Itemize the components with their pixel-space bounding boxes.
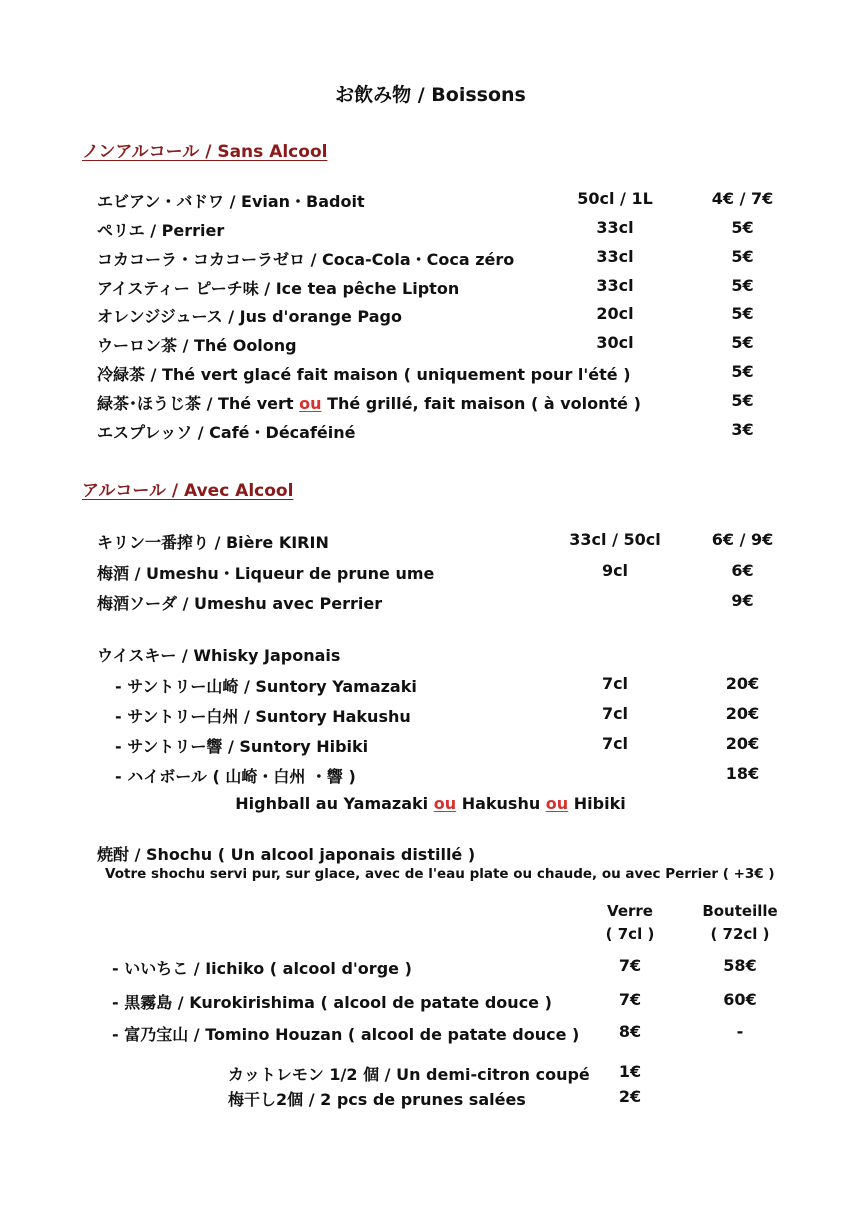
item-name: アイスティー ピーチ味 / Ice tea pêche Lipton bbox=[97, 279, 460, 298]
item-name: 冷緑茶 / Thé vert glacé fait maison ( uniquement pour l'été ) bbox=[97, 365, 631, 384]
item-price: 5€ bbox=[731, 247, 754, 266]
item-name: キリン一番搾り / Bière KIRIN bbox=[97, 533, 329, 552]
item-name: オレンジジュース / Jus d'orange Pago bbox=[97, 307, 402, 326]
item-price: 5€ bbox=[731, 391, 754, 410]
or-word: ou bbox=[545, 794, 569, 813]
col-header-verre-volume: ( 7cl ) bbox=[605, 925, 655, 943]
whisky-heading: ウイスキー / Whisky Japonais bbox=[97, 646, 341, 665]
item-price: 5€ bbox=[731, 362, 754, 381]
item-name: コカコーラ・コカコーラゼロ / Coca-Cola・Coca zéro bbox=[97, 250, 515, 269]
extra-price: 2€ bbox=[618, 1087, 642, 1106]
or-word: ou bbox=[433, 794, 457, 813]
item-volume: 50cl / 1L bbox=[577, 189, 653, 208]
item-volume: 7cl bbox=[601, 734, 629, 753]
item-name: エビアン・バドワ / Evian・Badoit bbox=[97, 192, 365, 211]
or-word: ou bbox=[299, 394, 322, 413]
page-title: お飲み物 / Boissons bbox=[335, 84, 526, 106]
item-price: 5€ bbox=[731, 218, 754, 237]
item-name bbox=[97, 391, 641, 414]
item-name: 梅酒 / Umeshu・Liqueur de prune ume bbox=[97, 564, 435, 583]
item-volume: 33cl / 50cl bbox=[569, 530, 661, 549]
item-name: - いいちこ / Iichiko ( alcool d'orge ) bbox=[112, 959, 412, 978]
item-price: 20€ bbox=[725, 674, 760, 693]
item-price: 6€ bbox=[731, 561, 754, 580]
item-volume: 33cl bbox=[596, 276, 634, 295]
col-header-verre: Verre bbox=[607, 902, 653, 920]
col-header-bouteille: Bouteille bbox=[702, 902, 778, 920]
item-volume: 20cl bbox=[596, 304, 634, 323]
item-volume: 33cl bbox=[596, 247, 634, 266]
extra-name: 梅干し2個 / 2 pcs de prunes salées bbox=[228, 1090, 526, 1109]
highball-note bbox=[0, 794, 861, 813]
item-name: - サントリー響 / Suntory Hibiki bbox=[115, 737, 369, 756]
item-price: 3€ bbox=[731, 420, 754, 439]
item-price: 20€ bbox=[725, 704, 760, 723]
item-name: - サントリー白州 / Suntory Hakushu bbox=[115, 707, 411, 726]
shochu-heading: 焼酎 / Shochu ( Un alcool japonais distillé ) bbox=[97, 845, 476, 864]
item-name: エスプレッソ / Café・Décaféiné bbox=[97, 423, 356, 442]
item-volume: 33cl bbox=[596, 218, 634, 237]
item-price: 4€ / 7€ bbox=[711, 189, 774, 208]
item-price-bouteille: 60€ bbox=[723, 990, 757, 1009]
item-price-verre: 8€ bbox=[618, 1022, 642, 1041]
item-name: - 富乃宝山 / Tomino Houzan ( alcool de patate douce ) bbox=[112, 1025, 580, 1044]
col-header-bouteille-volume: ( 72cl ) bbox=[710, 925, 770, 943]
item-name: - 黒霧島 / Kurokirishima ( alcool de patate douce ) bbox=[112, 993, 552, 1012]
item-volume: 9cl bbox=[601, 561, 629, 580]
item-price: 5€ bbox=[731, 333, 754, 352]
item-name: 梅酒ソーダ / Umeshu avec Perrier bbox=[97, 594, 383, 613]
item-price: 6€ / 9€ bbox=[711, 530, 774, 549]
item-volume: 7cl bbox=[601, 674, 629, 693]
item-price: 5€ bbox=[731, 276, 754, 295]
item-price: 20€ bbox=[725, 734, 760, 753]
highball-text: Hibiki bbox=[568, 794, 626, 813]
extra-name: カットレモン 1/2 個 / Un demi-citron coupé bbox=[228, 1065, 590, 1084]
shochu-note: Votre shochu servi pur, sur glace, avec de l'eau plate ou chaude, ou avec Perrier ( +3€ ) bbox=[105, 866, 775, 882]
item-name: - サントリー山崎 / Suntory Yamazaki bbox=[115, 677, 417, 696]
item-name: ウーロン茶 / Thé Oolong bbox=[97, 336, 297, 355]
item-price: 9€ bbox=[731, 591, 754, 610]
item-price-verre: 7€ bbox=[618, 956, 642, 975]
item-price: 18€ bbox=[725, 764, 760, 783]
item-volume: 7cl bbox=[601, 704, 629, 723]
item-name-part: 緑茶･ほうじ茶 / Thé vert bbox=[97, 394, 300, 413]
item-price-verre: 7€ bbox=[618, 990, 642, 1009]
item-price-bouteille: - bbox=[736, 1022, 744, 1041]
item-price: 5€ bbox=[731, 304, 754, 323]
item-name: ペリエ / Perrier bbox=[97, 221, 225, 240]
section-heading-sans-alcool: ノンアルコール / Sans Alcool bbox=[82, 142, 328, 162]
extra-price: 1€ bbox=[618, 1062, 642, 1081]
item-name: - ハイボール ( 山崎・白州 ・響 ) bbox=[115, 767, 356, 786]
item-price-bouteille: 58€ bbox=[723, 956, 757, 975]
highball-text: Hakushu bbox=[456, 794, 546, 813]
item-name-part: Thé grillé, fait maison ( à volonté ) bbox=[321, 394, 641, 413]
highball-text: Highball au Yamazaki bbox=[235, 794, 434, 813]
section-heading-avec-alcool: アルコール / Avec Alcool bbox=[82, 481, 294, 501]
item-volume: 30cl bbox=[596, 333, 634, 352]
